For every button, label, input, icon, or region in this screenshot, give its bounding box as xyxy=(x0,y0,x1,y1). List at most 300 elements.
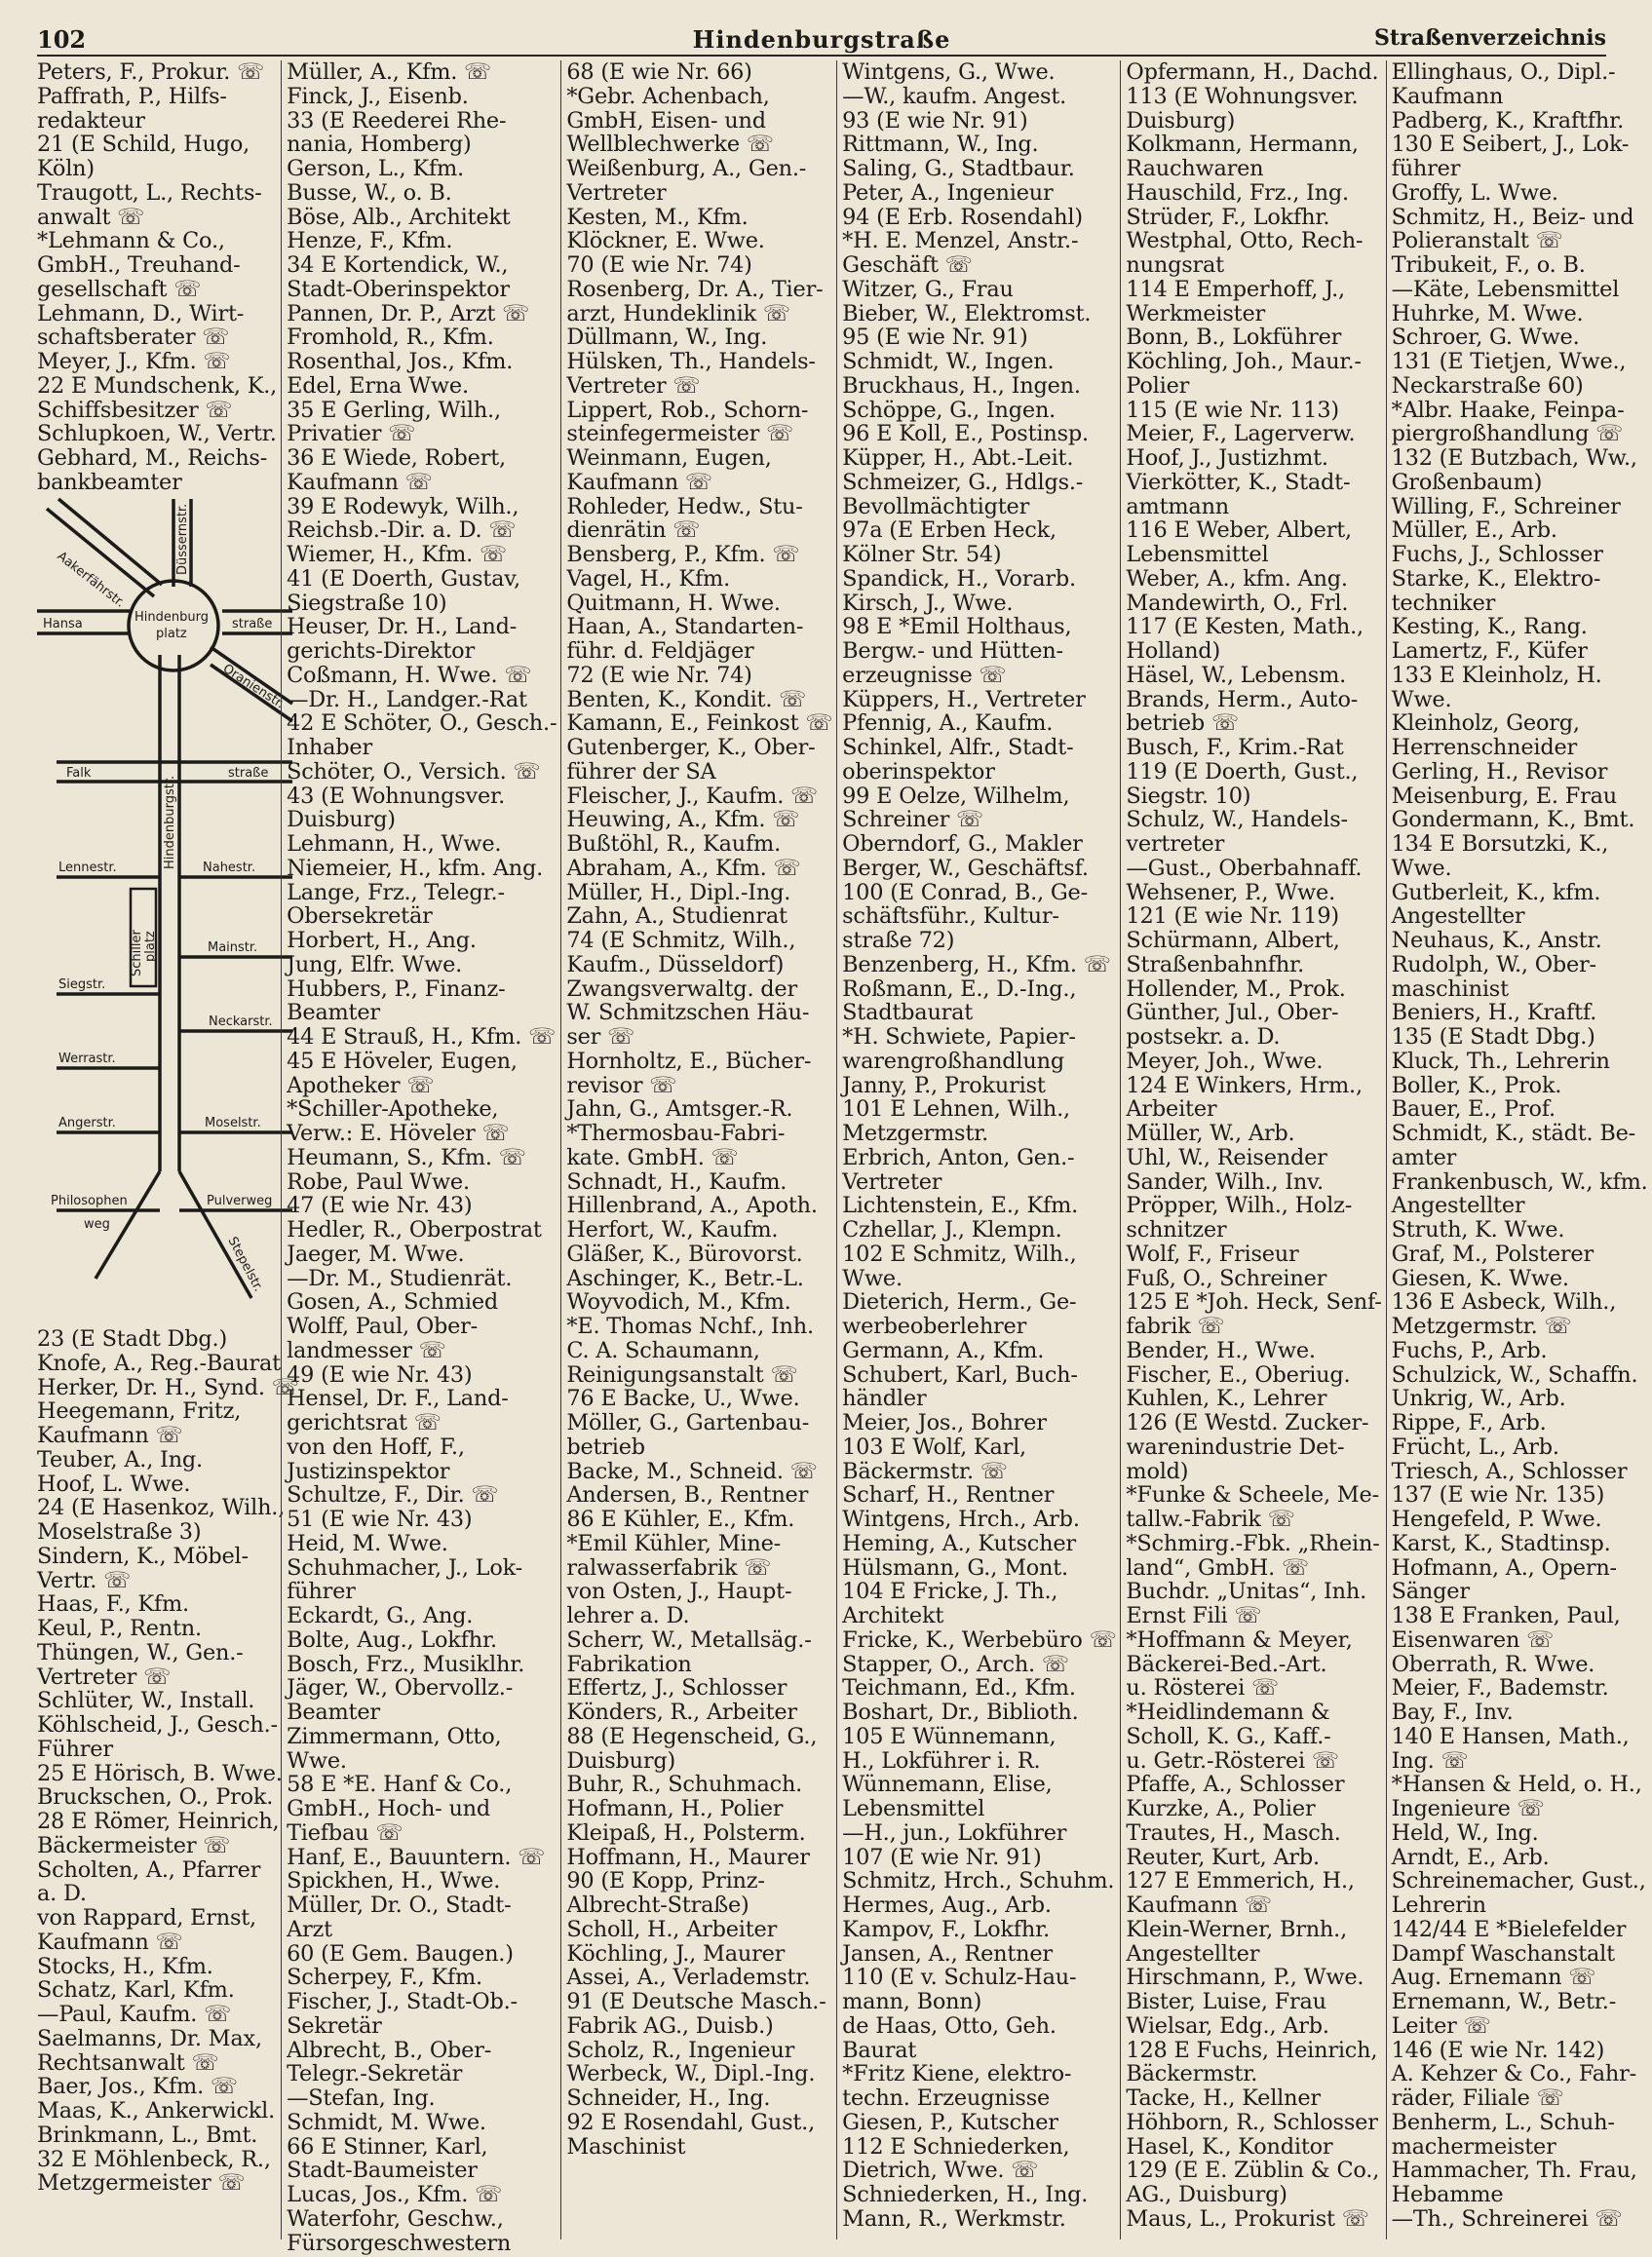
directory-entry: Fromhold, R., Kfm. xyxy=(287,325,494,351)
directory-entry: 107 (E wie Nr. 91) xyxy=(842,1844,1042,1870)
directory-entry: 45 E Höveler, Eugen, xyxy=(287,1048,518,1074)
directory-entry: Hülsmann, G., Mont. xyxy=(842,1554,1068,1581)
directory-entry: A. Kehzer & Co., Fahr- xyxy=(1391,2061,1636,2087)
directory-entry: Backe, M., Schneid. ☏ xyxy=(566,1458,818,1484)
directory-entry: Rauchwaren xyxy=(1126,156,1264,181)
directory-entry: Bolte, Aug., Lokfhr. xyxy=(287,1626,497,1653)
directory-entry: Schreiner ☏ xyxy=(842,807,983,833)
directory-entry: Niemeier, H., kfm. Ang. xyxy=(287,855,544,881)
directory-entry: Tiefbau ☏ xyxy=(287,1819,403,1846)
directory-entry: Ellinghaus, O., Dipl.- xyxy=(1391,59,1616,85)
directory-entry: Hauschild, Frz., Ing. xyxy=(1126,179,1349,206)
directory-entry: Vertreter ☏ xyxy=(566,372,701,399)
directory-entry: räder, Filiale ☏ xyxy=(1391,2085,1564,2111)
directory-entry: dienrätin ☏ xyxy=(566,517,701,544)
directory-entry: *Emil Kühler, Mine- xyxy=(566,1530,782,1556)
map-label-hindenburg: Hindenburg xyxy=(134,610,209,625)
directory-entry: Justizinspektor xyxy=(287,1458,450,1484)
directory-entry: Angestellter xyxy=(1391,903,1525,930)
directory-entry: betrieb ☏ xyxy=(1126,710,1239,737)
directory-entry: Weißenburg, A., Gen.- xyxy=(566,156,807,181)
directory-entry: Dieterich, Herm., Ge- xyxy=(842,1289,1077,1316)
directory-entry: 36 E Wiede, Robert, xyxy=(287,445,506,471)
directory-entry: Bonn, B., Lokführer xyxy=(1126,325,1342,351)
directory-entry: bankbeamter xyxy=(37,469,182,495)
directory-entry: Brinkmann, L., Bmt. xyxy=(37,2122,258,2148)
directory-entry: Assei, A., Verlademstr. xyxy=(566,1965,811,1991)
directory-entry: Westphal, Otto, Rech- xyxy=(1126,228,1364,254)
directory-entry: Stadt-Baumeister xyxy=(287,2158,478,2184)
directory-entry: 70 (E wie Nr. 74) xyxy=(566,252,752,278)
directory-entry: Scholl, K. G., Kaff.- xyxy=(1126,1723,1331,1749)
directory-entry: Rosenberg, Dr. A., Tier- xyxy=(566,276,824,302)
directory-entry: Möller, G., Gartenbau- xyxy=(566,1410,810,1435)
directory-entry: 146 (E wie Nr. 142) xyxy=(1391,2037,1605,2063)
directory-entry: Beamter xyxy=(287,1000,380,1026)
directory-entry: Stapper, O., Arch. ☏ xyxy=(842,1651,1069,1677)
directory-entry: Köchling, Joh., Maur.- xyxy=(1126,349,1362,374)
directory-entry: Kaufmann xyxy=(1391,83,1504,109)
directory-entry: werbeoberlehrer xyxy=(842,1314,1027,1339)
directory-entry: Scholl, H., Arbeiter xyxy=(566,1916,778,1942)
directory-entry: Siegstraße 10) xyxy=(287,590,447,616)
directory-entry: 110 (E v. Schulz-Hau- xyxy=(842,1965,1077,1991)
map-label-lennestr: Lennestr. xyxy=(58,861,117,875)
directory-entry: *Gebr. Achenbach, xyxy=(566,83,770,109)
directory-entry: Gebhard, M., Reichs- xyxy=(37,445,268,471)
directory-entry: Metzgermstr. xyxy=(842,1121,989,1146)
directory-entry: Witzer, G., Frau xyxy=(842,276,1014,302)
directory-entry: Ing. ☏ xyxy=(1391,1747,1469,1774)
directory-entry: mann, Bonn) xyxy=(842,1989,982,2014)
directory-entry: Schulz, W., Handels- xyxy=(1126,807,1348,833)
directory-entry: Tribukeit, F., o. B. xyxy=(1391,252,1586,278)
directory-entry: Gutenberger, K., Ober- xyxy=(566,735,816,760)
directory-entry: Fabrik AG., Duisb.) xyxy=(566,2012,774,2039)
column-4-list xyxy=(842,60,1116,2232)
directory-entry: Bruckschen, O., Prok. xyxy=(37,1784,274,1811)
directory-entry: amtmann xyxy=(1126,493,1230,519)
directory-entry: Hasel, K., Konditor xyxy=(1126,2133,1333,2160)
directory-entry: Meier, F., Bademstr. xyxy=(1391,1675,1609,1702)
directory-entry: Edel, Erna Wwe. xyxy=(287,372,469,399)
directory-entry: warengroßhandlung xyxy=(842,1048,1064,1074)
directory-entry: Pannen, Dr. P., Arzt ☏ xyxy=(287,300,529,326)
directory-entry: Schöter, O., Versich. ☏ xyxy=(287,758,541,784)
directory-entry: W. Schmitzschen Häu- xyxy=(566,1000,810,1026)
directory-entry: Hubbers, P., Finanz- xyxy=(287,975,506,1002)
map-label-werrastr: Werrastr. xyxy=(58,1052,116,1066)
directory-entry: Giesen, P., Kutscher xyxy=(842,2109,1058,2135)
directory-entry: 25 E Hörisch, B. Wwe. xyxy=(37,1760,283,1786)
directory-entry: Hoffmann, H., Maurer xyxy=(566,1844,810,1870)
directory-entry: Teichmann, Ed., Kfm. xyxy=(842,1675,1076,1702)
page-header xyxy=(37,21,1606,57)
directory-entry: fabrik ☏ xyxy=(1126,1314,1225,1339)
directory-entry: 96 E Koll, E., Postinsp. xyxy=(842,421,1089,447)
directory-entry: 49 (E wie Nr. 43) xyxy=(287,1361,473,1388)
column-2-list xyxy=(287,60,557,2255)
directory-entry: Jaeger, M. Wwe. xyxy=(287,1241,465,1267)
directory-entry: Lehmann, H., Wwe. xyxy=(287,831,502,857)
directory-entry: Kaufmann ☏ xyxy=(37,1423,183,1448)
columns xyxy=(37,59,1648,2256)
directory-entry: 42 E Schöter, O., Gesch.- xyxy=(287,710,557,737)
directory-entry: techniker xyxy=(1391,590,1496,616)
directory-entry: Pfaffe, A., Schlosser xyxy=(1126,1772,1345,1798)
directory-entry: Polieranstalt ☏ xyxy=(1391,228,1563,254)
directory-entry: führer xyxy=(287,1579,356,1605)
directory-entry: Straßenbahnfhr. xyxy=(1126,951,1305,977)
map-label-platz: platz xyxy=(156,627,187,641)
directory-entry: Bensberg, P., Kfm. ☏ xyxy=(566,542,800,567)
directory-entry: nungsrat xyxy=(1126,252,1224,278)
directory-entry: Hornholtz, E., Bücher- xyxy=(566,1048,812,1074)
directory-entry: Scharf, H., Rentner xyxy=(842,1482,1055,1509)
directory-entry: Apotheker ☏ xyxy=(287,1072,435,1098)
directory-entry: 132 (E Butzbach, Ww., xyxy=(1391,445,1637,471)
directory-entry: Werbeck, W., Dipl.-Ing. xyxy=(566,2061,816,2087)
directory-entry: Rosenthal, Jos., Kfm. xyxy=(287,349,514,374)
directory-entry: Sindern, K., Möbel- xyxy=(37,1543,249,1569)
directory-entry: Stadtbaurat xyxy=(842,1000,974,1026)
directory-entry: Baer, Jos., Kfm. ☏ xyxy=(37,2074,238,2100)
directory-entry: Schniederken, H., Ing. xyxy=(842,2182,1089,2207)
directory-entry: Lange, Frz., Telegr.- xyxy=(287,879,505,905)
map-label-schiller-platz: platz xyxy=(143,931,158,962)
column-3 xyxy=(560,60,836,2239)
directory-entry: Kaufm., Düsseldorf) xyxy=(566,951,785,977)
directory-entry: 138 E Franken, Paul, xyxy=(1391,1603,1621,1628)
directory-entry: Köln) xyxy=(37,156,95,181)
directory-entry: gesellschaft ☏ xyxy=(37,276,202,302)
directory-entry: Arzt xyxy=(287,1916,332,1942)
directory-entry: *Heidlindemann & xyxy=(1126,1700,1330,1725)
directory-entry: Neckarstraße 60) xyxy=(1391,372,1584,399)
directory-entry: Bäckermstr. xyxy=(1126,2061,1258,2087)
directory-entry: 24 (E Hasenkoz, Wilh., xyxy=(37,1495,286,1521)
directory-entry: 76 E Backe, U., Wwe. xyxy=(566,1386,800,1412)
directory-entry: Müller, E., Arb. xyxy=(1391,517,1557,544)
directory-entry: Gutberleit, K., kfm. xyxy=(1391,879,1601,905)
directory-entry: Schlupkoen, W., Vertr. xyxy=(37,421,277,447)
directory-entry: Uhl, W., Reisender xyxy=(1126,1144,1327,1170)
directory-entry: Großenbaum) xyxy=(1391,469,1543,495)
directory-entry: Traugott, L., Rechts- xyxy=(37,179,262,206)
directory-entry: *Lehmann & Co., xyxy=(37,228,225,254)
directory-entry: Hofmann, H., Polier xyxy=(566,1796,784,1821)
directory-entry: Schatz, Karl, Kfm. xyxy=(37,1977,235,2004)
directory-entry: Kolkmann, Hermann, xyxy=(1126,132,1359,158)
directory-entry: Scholz, R., Ingenieur xyxy=(566,2037,795,2063)
directory-entry: Gerling, H., Revisor xyxy=(1391,758,1608,784)
directory-entry: AG., Duisburg) xyxy=(1126,2182,1287,2207)
directory-entry: Reichsb.-Dir. a. D. ☏ xyxy=(287,517,517,544)
directory-entry: Dampf Waschanstalt xyxy=(1391,1940,1615,1967)
directory-entry: Architekt xyxy=(842,1603,944,1628)
directory-entry: führ. d. Feldjäger xyxy=(566,638,754,664)
directory-entry: Maus, L., Prokurist ☏ xyxy=(1126,2205,1369,2232)
directory-entry: Woyvodich, M., Kfm. xyxy=(566,1289,791,1316)
directory-entry: Kuhlen, K., Lehrer xyxy=(1126,1386,1327,1412)
directory-entry: de Haas, Otto, Geh. xyxy=(842,2012,1057,2039)
directory-entry: Keul, P., Rentn. xyxy=(37,1616,202,1641)
directory-entry: *H. E. Menzel, Anstr.- xyxy=(842,228,1079,254)
directory-entry: tallw.-Fabrik ☏ xyxy=(1126,1507,1295,1532)
directory-entry: 47 (E wie Nr. 43) xyxy=(287,1193,473,1219)
directory-entry: C. A. Schaumann, xyxy=(566,1337,760,1363)
directory-entry: Kleinholz, Georg, xyxy=(1391,710,1580,737)
directory-entry: Zwangsverwaltg. der xyxy=(566,975,797,1002)
directory-entry: *E. Thomas Nchf., Inh. xyxy=(566,1314,814,1339)
section-title: Straßenverzeichnis xyxy=(1374,25,1606,51)
directory-entry: Metzgermeister ☏ xyxy=(37,2170,246,2197)
directory-entry: Scherpey, F., Kfm. xyxy=(287,1965,482,1991)
directory-entry: u. Getr.-Rösterei ☏ xyxy=(1126,1747,1339,1774)
directory-entry: Kaufmann ☏ xyxy=(566,469,712,495)
directory-entry: Heumann, S., Kfm. ☏ xyxy=(287,1144,526,1170)
directory-entry: 103 E Wolf, Karl, xyxy=(842,1434,1026,1460)
directory-entry: Lamertz, F., Küfer xyxy=(1391,638,1588,664)
directory-entry: Berger, W., Geschäftsf. xyxy=(842,855,1089,881)
directory-entry: Wwe. xyxy=(1391,855,1452,881)
directory-entry: Hedler, R., Oberpostrat xyxy=(287,1217,542,1243)
directory-entry: Polier xyxy=(1126,372,1190,399)
directory-entry: H., Lokführer i. R. xyxy=(842,1747,1041,1774)
directory-entry: Stadt-Oberinspektor xyxy=(287,276,510,302)
directory-entry: Saelmanns, Dr. Max, xyxy=(37,2025,262,2051)
directory-entry: Hensel, Dr. F., Land- xyxy=(287,1386,509,1412)
directory-entry: *Thermosbau-Fabri- xyxy=(566,1121,786,1146)
directory-entry: Gosen, A., Schmied xyxy=(287,1289,499,1316)
directory-entry: Fleischer, J., Kaufm. ☏ xyxy=(566,783,818,809)
directory-entry: 101 E Lehnen, Wilh., xyxy=(842,1096,1070,1123)
directory-entry: Vierkötter, K., Stadt- xyxy=(1126,469,1351,495)
directory-entry: Meyer, J., Kfm. ☏ xyxy=(37,349,231,374)
directory-entry: Wwe. xyxy=(1391,686,1452,712)
page-number: 102 xyxy=(37,25,87,54)
directory-entry: Angestellter xyxy=(1391,1193,1525,1219)
directory-entry: Schnadt, H., Kaufm. xyxy=(566,1168,788,1195)
directory-entry: Wintgens, Hrch., Arb. xyxy=(842,1507,1080,1532)
directory-entry: postsekr. a. D. xyxy=(1126,1024,1281,1050)
directory-entry: Fischer, E., Oberiug. xyxy=(1126,1361,1351,1388)
directory-entry: Schöppe, G., Ingen. xyxy=(842,397,1057,423)
directory-entry: Bay, F., Inv. xyxy=(1391,1700,1514,1725)
directory-entry: Hillenbrand, A., Apoth. xyxy=(566,1193,818,1219)
directory-entry: Fürsorgeschwestern xyxy=(287,2230,512,2256)
directory-entry: Mann, R., Werkmstr. xyxy=(842,2205,1066,2232)
directory-entry: Hirschmann, P., Wwe. xyxy=(1126,1965,1364,1991)
directory-entry: oberinspektor xyxy=(842,758,995,784)
directory-entry: Trautes, H., Masch. xyxy=(1126,1819,1341,1846)
directory-entry: Kaufmann ☏ xyxy=(37,1929,183,1955)
directory-entry: Coßmann, H. Wwe. ☏ xyxy=(287,662,532,688)
directory-entry: Küpper, H., Abt.-Leit. xyxy=(842,445,1074,471)
directory-entry: Henze, F., Kfm. xyxy=(287,228,453,254)
directory-entry: —H., jun., Lokführer xyxy=(842,1819,1067,1846)
directory-entry: 99 E Oelze, Wilhelm, xyxy=(842,783,1070,809)
directory-entry: Kesten, M., Kfm. xyxy=(566,204,749,230)
directory-entry: Schinkel, Alfr., Stadt- xyxy=(842,735,1074,760)
directory-entry: Rittmann, W., Ing. xyxy=(842,132,1039,158)
directory-entry: 116 E Weber, Albert, xyxy=(1126,517,1352,544)
directory-entry: Kamann, E., Feinkost ☏ xyxy=(566,710,833,737)
directory-entry: Leiter ☏ xyxy=(1391,2012,1491,2039)
directory-entry: Strüder, F., Lokfhr. xyxy=(1126,204,1330,230)
directory-entry: Wiemer, H., Kfm. ☏ xyxy=(287,542,507,567)
directory-entry: 74 (E Schmitz, Wilh., xyxy=(566,928,796,953)
directory-entry: Lehmann, D., Wirt- xyxy=(37,300,245,326)
directory-entry: Lehrerin xyxy=(1391,1893,1486,1918)
directory-entry: Böse, Alb., Architekt xyxy=(287,204,511,230)
directory-entry: Fuchs, J., Schlosser xyxy=(1391,542,1603,567)
directory-entry: Wielsar, Edg., Arb. xyxy=(1126,2012,1329,2039)
directory-entry: Küppers, H., Vertreter xyxy=(842,686,1086,712)
directory-entry: Eisenwaren ☏ xyxy=(1391,1626,1554,1653)
column-1 xyxy=(37,59,299,2239)
directory-entry: nania, Homberg) xyxy=(287,132,472,158)
directory-entry: Obersekretär xyxy=(287,903,433,930)
directory-entry: Baurat xyxy=(842,2037,917,2063)
directory-entry: 94 (E Erb. Rosendahl) xyxy=(842,204,1083,230)
directory-entry: Oberndorf, G., Makler xyxy=(842,831,1083,857)
directory-entry: Wolf, F., Friseur xyxy=(1126,1241,1299,1267)
directory-entry: Privatier ☏ xyxy=(287,421,416,447)
directory-entry: Reuter, Kurt, Arb. xyxy=(1126,1844,1320,1870)
map-label-oranienstr: Oranienstr. xyxy=(219,661,288,712)
directory-entry: —Th., Schreinerei ☏ xyxy=(1391,2205,1623,2232)
directory-entry: Wwe. xyxy=(287,1747,347,1774)
street-map xyxy=(37,499,294,1318)
directory-entry: Unkrig, W., Arb. xyxy=(1391,1386,1566,1412)
map-label-strasse-falk: straße xyxy=(228,766,269,781)
column-3-list xyxy=(566,60,832,2159)
directory-entry: Kurzke, A., Polier xyxy=(1126,1796,1316,1821)
directory-entry: Bieber, W., Elektromst. xyxy=(842,300,1092,326)
directory-entry: 117 (E Kesten, Math., xyxy=(1126,614,1364,640)
directory-entry: Häsel, W., Lebensm. xyxy=(1126,662,1347,688)
directory-entry: Ernst Fili ☏ xyxy=(1126,1603,1262,1628)
directory-entry: Arbeiter xyxy=(1126,1096,1217,1123)
directory-entry: Bauer, E., Prof. xyxy=(1391,1096,1556,1123)
directory-entry: *Albr. Haake, Feinpa- xyxy=(1391,397,1625,423)
directory-entry: 35 E Gerling, Wilh., xyxy=(287,397,501,423)
directory-entry: 86 E Kühler, E., Kfm. xyxy=(566,1507,795,1532)
directory-entry: Jung, Elfr. Wwe. xyxy=(287,951,463,977)
directory-entry: machermeister xyxy=(1391,2133,1556,2160)
directory-entry: piergroßhandlung ☏ xyxy=(1391,421,1623,447)
directory-entry: Maas, K., Ankerwickl. xyxy=(37,2098,276,2123)
map-label-strasse-top: straße xyxy=(232,617,273,631)
directory-entry: Könders, R., Arbeiter xyxy=(566,1700,797,1725)
directory-entry: 136 E Asbeck, Wilh., xyxy=(1391,1289,1617,1316)
directory-entry: Buhr, R., Schuhmach. xyxy=(566,1772,803,1798)
directory-entry: amter xyxy=(1391,1144,1457,1170)
directory-entry: Bender, H., Wwe. xyxy=(1126,1337,1316,1363)
directory-entry: Stocks, H., Kfm. xyxy=(37,1953,213,1979)
map-label-moselstr: Moselstr. xyxy=(205,1116,261,1130)
directory-entry: betrieb xyxy=(566,1434,645,1460)
directory-entry: Kirsch, J., Wwe. xyxy=(842,590,1014,616)
directory-entry: Effertz, J., Schlosser xyxy=(566,1675,788,1702)
directory-entry: Bäckerei-Bed.-Art. xyxy=(1126,1651,1327,1677)
directory-entry: 95 (E wie Nr. 91) xyxy=(842,325,1028,351)
directory-entry: Starke, K., Elektro- xyxy=(1391,565,1601,592)
directory-entry: Wellblechwerke ☏ xyxy=(566,132,774,158)
directory-entry: Schmidt, K., städt. Be- xyxy=(1391,1121,1636,1146)
directory-entry: 28 E Römer, Heinrich, xyxy=(37,1809,280,1834)
directory-entry: 34 E Kortendick, W., xyxy=(287,252,509,278)
directory-entry: Herrenschneider xyxy=(1391,735,1578,760)
directory-entry: Hammacher, Th. Frau, xyxy=(1391,2158,1637,2184)
directory-entry: Werkmeister xyxy=(1126,300,1266,326)
directory-entry: anwalt ☏ xyxy=(37,204,144,230)
directory-entry: Oberrath, R. Wwe. xyxy=(1391,1651,1595,1677)
directory-entry: 39 E Rodewyk, Wilh., xyxy=(287,493,519,519)
column-5 xyxy=(1120,60,1385,2239)
directory-entry: Schubert, Karl, Buch- xyxy=(842,1361,1078,1388)
directory-entry: gerichtsrat ☏ xyxy=(287,1410,442,1435)
directory-entry: Zimmermann, Otto, xyxy=(287,1723,502,1749)
directory-entry: Bruckhaus, H., Ingen. xyxy=(842,372,1081,399)
directory-entry: 21 (E Schild, Hugo, xyxy=(37,132,250,158)
directory-entry: 60 (E Gem. Baugen.) xyxy=(287,1940,514,1967)
directory-entry: Duisburg) xyxy=(1126,107,1236,134)
directory-entry: 114 E Emperhoff, J., xyxy=(1126,276,1345,302)
directory-entry: 33 (E Reederei Rhe- xyxy=(287,107,507,134)
directory-entry: Kluck, Th., Lehrerin xyxy=(1391,1048,1610,1074)
directory-entry: Kölner Str. 54) xyxy=(842,542,1002,567)
map-label-falk: Falk xyxy=(66,766,92,781)
directory-entry: Lebensmittel xyxy=(1126,542,1269,567)
directory-entry: Scholten, A., Pfarrer xyxy=(37,1856,261,1883)
directory-entry: Wehsener, P., Wwe. xyxy=(1126,879,1335,905)
directory-entry: maschinist xyxy=(1391,975,1509,1002)
directory-entry: 90 (E Kopp, Prinz- xyxy=(566,1868,765,1894)
directory-entry: Holland) xyxy=(1126,638,1220,664)
directory-entry: Pröpper, Wilh., Holz- xyxy=(1126,1193,1353,1219)
directory-entry: Bußtöhl, R., Kaufm. xyxy=(566,831,781,857)
directory-entry: Duisburg) xyxy=(566,1747,676,1774)
directory-entry: Weinmann, Eugen, xyxy=(566,445,772,471)
directory-entry: erzeugnisse ☏ xyxy=(842,662,1007,688)
directory-entry: mold) xyxy=(1126,1458,1189,1484)
directory-entry: Heming, A., Kutscher xyxy=(842,1530,1076,1556)
directory-entry: Schürmann, Albert, xyxy=(1126,928,1340,953)
directory-entry: Sekretär xyxy=(287,2012,382,2039)
directory-entry: 140 E Hansen, Math., xyxy=(1391,1723,1630,1749)
directory-entry: Schreinemacher, Gust., xyxy=(1391,1868,1646,1894)
directory-entry: Robe, Paul Wwe. xyxy=(287,1168,470,1195)
column-1-bottom-list xyxy=(37,1327,298,2196)
map-label-duessernstr: Düssernstr. xyxy=(175,503,190,575)
directory-entry: 125 E *Joh. Heck, Senf- xyxy=(1126,1289,1382,1316)
directory-entry: Bister, Luise, Frau xyxy=(1126,1989,1326,2014)
directory-entry: Giesen, K. Wwe. xyxy=(1391,1265,1569,1291)
directory-entry: Schlüter, W., Install. xyxy=(37,1688,255,1714)
column-6-list xyxy=(1392,60,1648,2232)
directory-entry: Groffy, L. Wwe. xyxy=(1391,179,1558,206)
directory-entry: Triesch, A., Schlosser xyxy=(1391,1458,1628,1484)
directory-entry: Germann, A., Kfm. xyxy=(842,1337,1045,1363)
directory-entry: Verw.: E. Höveler ☏ xyxy=(287,1121,510,1146)
directory-entry: Düllmann, W., Ing. xyxy=(566,325,768,351)
directory-entry: Neuhaus, K., Anstr. xyxy=(1391,928,1602,953)
directory-entry: GmbH, Eisen- und xyxy=(566,107,766,134)
directory-entry: —Käte, Lebensmittel xyxy=(1391,276,1620,302)
directory-entry: Rippe, F., Arb. xyxy=(1391,1410,1547,1435)
